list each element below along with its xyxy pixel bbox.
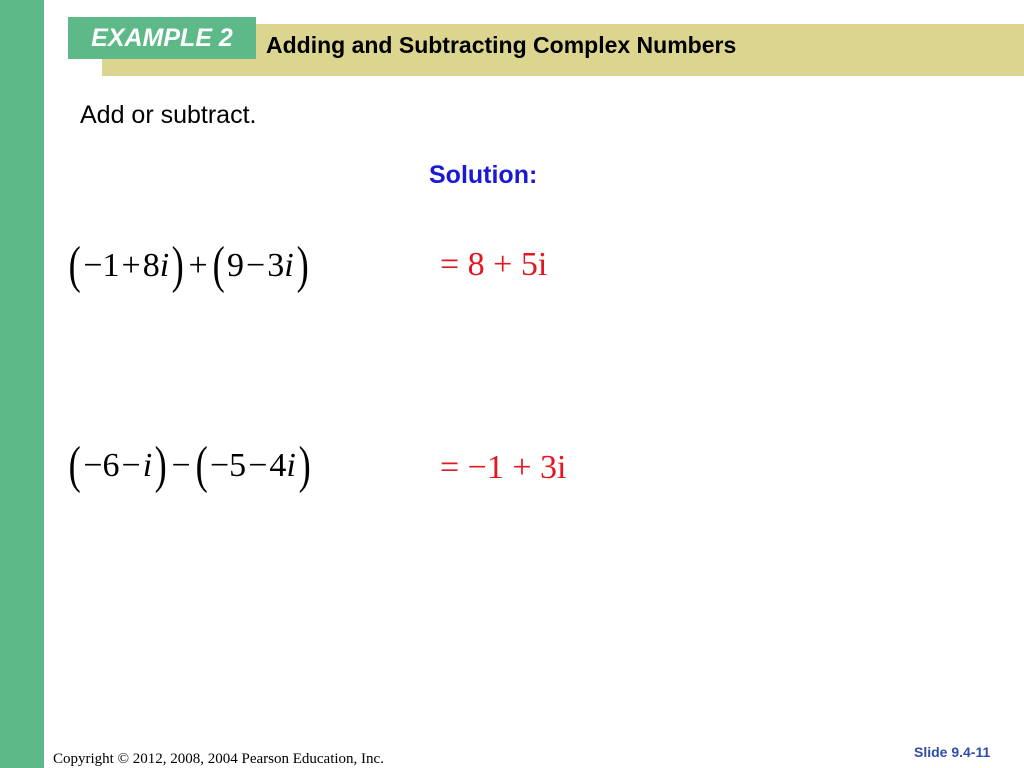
slide-title: Adding and Subtracting Complex Numbers bbox=[266, 32, 737, 58]
example-badge bbox=[68, 17, 256, 59]
slide-number: Slide 9.4-11 bbox=[914, 744, 991, 760]
problem-2-answer: = −1 + 3i bbox=[440, 449, 567, 486]
copyright-text: Copyright © 2012, 2008, 2004 Pearson Education, Inc. bbox=[53, 751, 384, 767]
problem-2-expression: ( −6 − i ) − ( −5 − 4i ) bbox=[68, 437, 311, 494]
solution-label: Solution: bbox=[429, 161, 538, 189]
problem-1-answer: = 8 + 5i bbox=[440, 246, 548, 283]
left-accent-bar bbox=[0, 0, 44, 768]
example-label: EXAMPLE 2 bbox=[91, 23, 233, 52]
instruction-text: Add or subtract. bbox=[80, 101, 257, 129]
problem-1-expression: ( −1 + 8i ) + ( 9 − 3i ) bbox=[68, 237, 309, 294]
